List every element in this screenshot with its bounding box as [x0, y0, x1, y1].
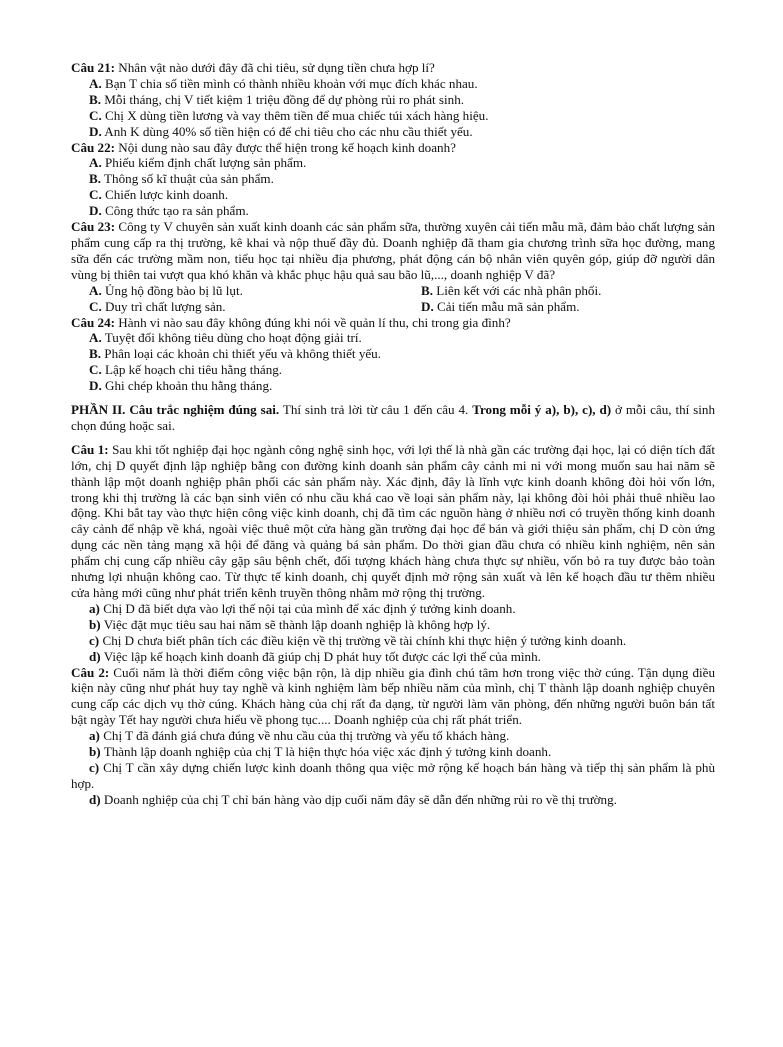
option-letter: D. [89, 203, 102, 219]
option-text: Ủng hộ đồng bào bị lũ lụt. [101, 282, 243, 298]
question-number: Câu 23: [71, 219, 116, 235]
statement-d [71, 649, 715, 665]
question-number: Câu 21: [71, 60, 116, 75]
question-text: Công ty V chuyên sản xuất kinh doanh các sản phẩm sữa, thường xuyên cải tiến mẫu mã, đảm bảo chất lượng sản phẩm cung cấp ra thị trường, kê khai và nộp thuế đầy đủ. Doanh nghiệp đã tham gia chương trình sữa học đường, mang sữa đến các trường mầm non, tiểu học tại nhiều địa phương, phát động cán bộ nhân viên quyên góp, giúp đỡ người dân vùng bị thiên tai vượt qua khó khăn và khắc phục hậu quả sau bão lũ,..., doanh nghiệp V đã? [71, 219, 715, 282]
option-c [89, 187, 715, 203]
question-number: Câu 1: [71, 441, 109, 457]
section-gap [71, 434, 715, 442]
statement-b [71, 744, 715, 760]
statement-text: Việc lập kế hoạch kinh doanh đã giúp chị D phát huy tốt được các lợi thế của mình. [100, 648, 541, 664]
option-letter: D. [421, 298, 434, 314]
statement-d [71, 792, 715, 808]
part-instruction-tail: ở mỗi câu, thí sinh chọn đúng hoặc sai. [71, 402, 715, 433]
option-letter: A. [89, 155, 102, 171]
option-letter: B. [89, 346, 102, 362]
option-d [89, 378, 715, 394]
option-letter: A. [89, 75, 102, 91]
part-instruction: Thí sinh trả lời từ câu 1 đến câu 4. [279, 402, 473, 418]
option-text: Ghi chép khoản thu hằng tháng. [101, 378, 273, 394]
statement-text: Thành lập doanh nghiệp của chị T là hiện thực hóa việc xác định ý tưởng kinh doanh. [100, 744, 552, 760]
option-a [89, 76, 715, 92]
part-title: PHẦN II. Câu trắc nghiệm đúng sai. [71, 402, 280, 418]
option-text: Phiếu kiểm định chất lượng sản phẩm. [101, 155, 307, 171]
part-instruction-emphasis: Trong mỗi ý a), b), c), d) [472, 402, 612, 418]
option-letter: D. [89, 123, 102, 139]
question-24-stem [71, 315, 715, 331]
option-text: Duy trì chất lượng sản. [101, 298, 226, 314]
statement-label: d) [89, 791, 101, 807]
option-text: Tuyệt đối không tiêu dùng cho hoạt động giải trí. [101, 330, 362, 346]
option-text: Phân loại các khoản chi thiết yếu và không thiết yếu. [101, 346, 381, 362]
option-text: Liên kết với các nhà phân phối. [433, 282, 602, 298]
question-21-stem [71, 60, 715, 76]
statement-label: b) [89, 744, 101, 760]
option-text: Mỗi tháng, chị V tiết kiệm 1 triệu đồng để dự phòng rủi ro phát sinh. [101, 91, 465, 107]
option-c [89, 299, 421, 315]
question-number: Câu 2: [71, 664, 110, 680]
option-a [89, 155, 715, 171]
option-letter: B. [421, 282, 434, 298]
option-a [89, 283, 421, 299]
question-22-stem [71, 140, 715, 156]
question-number: Câu 22: [71, 139, 116, 155]
statement-c [71, 760, 715, 792]
question-text: Cuối năm là thời điểm công việc bận rộn, là dịp nhiều gia đình chú tâm hơn trong việc thờ cúng. Tận dụng điều kiện này cũng như phát huy tay nghề và kinh nghiệm làm bếp nhiều năm của mình, chị T thành lập doanh nghiệp chuyên cung cấp các dịch vụ thờ cúng. Khách hàng của chị rất đa dạng, từ người làm văn phòng, đến những người buôn bán tất bật ngày Tết hay người chưa hiểu về phong tục.... Doanh nghiệp của chị rất phát triển. [71, 664, 716, 728]
option-text: Lập kế hoạch chi tiêu hằng tháng. [101, 362, 283, 378]
statement-label: c) [89, 632, 100, 648]
option-letter: C. [89, 107, 102, 123]
option-d [89, 124, 715, 140]
statement-text: Chị T đã đánh giá chưa đúng về nhu cầu của thị trường và yếu tố khách hàng. [99, 728, 510, 744]
question-text: Nhân vật nào dưới đây đã chi tiêu, sử dụng tiền chưa hợp lí? [115, 60, 435, 75]
option-text: Chiến lược kinh doanh. [101, 187, 229, 203]
question-text: Nội dung nào sau đây được thể hiện trong kế hoạch kinh doanh? [115, 139, 456, 155]
option-letter: A. [89, 282, 102, 298]
option-text: Chị X dùng tiền lương và vay thêm tiền để mua chiếc túi xách hàng hiệu. [101, 107, 489, 123]
question-text: Hành vi nào sau đây không đúng khi nói về quản lí thu, chi trong gia đình? [115, 314, 511, 330]
option-letter: C. [89, 187, 102, 203]
option-letter: B. [89, 171, 102, 187]
statement-label: b) [89, 616, 101, 632]
question-text: Sau khi tốt nghiệp đại học ngành công nghệ sinh học, với lợi thế là nhà gần các trường đại học, lại có diện tích đất lớn, chị D quyết định lập nghiệp bằng con đường kinh doanh sản phẩm cây cảnh mi ni với mong muốn sau hai năm sẽ thành lập một doanh nghiệp phân phối các sản phẩm này. Xác định, đây là lĩnh vực kinh doanh không đòi hỏi vốn lớn, trong khi thị trường là các bạn sinh viên có nhu cầu khá cao về loại sản phẩm này, lại không đòi hỏi phải thuê nhiều lao động. Khi bắt tay vào thực hiện công việc kinh doanh, chị đã tìm các nguồn hàng ở nhiều nơi có truyền thống kinh doanh cây cảnh để nhập về khá, ngoài việc thuê một cửa hàng gần trường đại học để bán và giới thiệu sản phẩm, chị D còn ứng dụng các nền tảng mạng xã hội để đăng và quảng bá sản phẩm. Do thời gian đầu chưa có nhiều kinh nghiệm, nên sản phẩm chị cung cấp nhiều cây gặp sâu bệnh chết, đối tượng khách hàng chưa thực sự nhiều, vốn bỏ ra tuy được bảo toàn nhưng lợi nhuận không cao. Từ thực tế kinh doanh, chị quyết định mở rộng sản xuất và lên kế hoạch đầu tư thêm nhiều cửa hàng mới cũng như phát triển kênh truyền thông nhằm mở rộng thị trường. [71, 441, 715, 600]
option-letter: A. [89, 330, 102, 346]
option-b [89, 92, 715, 108]
options-row-1 [89, 283, 715, 299]
option-text: Cải tiến mẫu mã sản phẩm. [433, 298, 580, 314]
option-letter: B. [89, 91, 102, 107]
tf-question-2-stem [71, 665, 715, 729]
statement-b [71, 617, 715, 633]
option-b [89, 346, 715, 362]
statement-label: a) [89, 728, 100, 744]
option-b [421, 283, 601, 299]
option-letter: C. [89, 362, 102, 378]
option-letter: D. [89, 378, 102, 394]
option-d [421, 299, 580, 315]
option-text: Công thức tạo ra sản phẩm. [101, 203, 249, 219]
statement-c [71, 633, 715, 649]
option-a [89, 330, 715, 346]
statement-label: c) [89, 759, 100, 775]
option-letter: C. [89, 298, 102, 314]
statement-text: Doanh nghiệp của chị T chỉ bán hàng vào dịp cuối năm đây sẽ dẫn đến những rủi ro về thị trường. [100, 791, 617, 807]
section-gap [71, 394, 715, 402]
statement-text: Việc đặt mục tiêu sau hai năm sẽ thành lập doanh nghiệp là không hợp lý. [100, 616, 491, 632]
option-d [89, 203, 715, 219]
statement-a [71, 728, 715, 744]
part-2-heading [71, 402, 715, 434]
option-text: Thông số kĩ thuật của sản phẩm. [101, 171, 274, 187]
statement-text: Chị D đã biết dựa vào lợi thế nội tại của mình để xác định ý tưởng kinh doanh. [99, 600, 516, 616]
tf-question-1-stem [71, 442, 715, 601]
statement-label: a) [89, 600, 100, 616]
option-text: Anh K dùng 40% số tiền hiện có để chi tiêu cho các nhu cầu thiết yếu. [101, 123, 473, 139]
statement-label: d) [89, 648, 101, 664]
statement-text: Chị T cần xây dựng chiến lược kinh doanh thông qua việc mở rộng kế hoạch bán hàng và tiếp thị sản phẩm là phù hợp. [71, 759, 715, 791]
options-row-2 [89, 299, 715, 315]
option-c [89, 108, 715, 124]
question-number: Câu 24: [71, 314, 116, 330]
question-23-stem [71, 219, 715, 283]
statement-text: Chị D chưa biết phân tích các điều kiện về thị trường về tài chính khi thực hiện ý tưởng kinh doanh. [99, 632, 627, 648]
statement-a [71, 601, 715, 617]
option-c [89, 362, 715, 378]
option-b [89, 171, 715, 187]
option-text: Bạn T chia số tiền mình có thành nhiều khoản với mục đích khác nhau. [101, 75, 478, 91]
